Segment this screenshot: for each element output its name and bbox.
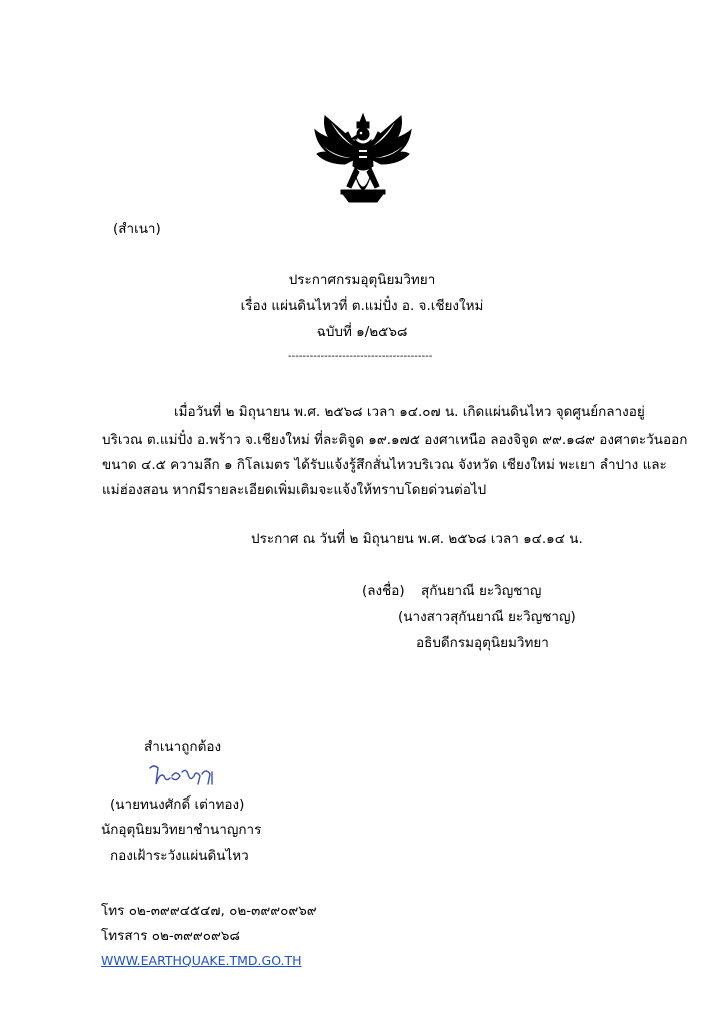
certified-copy-label: สำเนาถูกต้อง — [144, 739, 222, 755]
certifier-name: (นายทนงศักดิ์ เต่าทอง) — [110, 797, 245, 813]
announcement-date: ประกาศ ณ วันที่ ๒ มิถุนายน พ.ศ. ๒๕๖๘ เวลา ๑๔.๑๔ น. — [251, 531, 583, 547]
issue-number: ฉบับที่ ๑/๒๕๖๘ — [316, 324, 408, 340]
website-link[interactable]: WWW.EARTHQUAKE.TMD.GO.TH — [101, 953, 302, 968]
copy-label: (สำเนา) — [113, 221, 161, 237]
body-line-2: บริเวณ ต.แม่ปั๋ง อ.พร้าว จ.เชียงใหม่ ที่ละติจูด ๑๙.๑๗๕ องศาเหนือ ลองจิจูด ๙๙.๑๘๙ องศาตะวันออก — [102, 432, 688, 448]
phone-number: โทร ๐๒-๓๙๙๔๕๔๗, ๐๒-๓๙๙๐๙๖๙ — [101, 903, 317, 919]
handwritten-signature — [146, 762, 218, 788]
divider-line: ---------------------------------------- — [288, 351, 433, 362]
signatory-position: อธิบดีกรมอุตุนิยมวิทยา — [416, 635, 549, 651]
body-line-1: เมื่อวันที่ ๒ มิถุนายน พ.ศ. ๒๕๖๘ เวลา ๑๔.๐๗ น. เกิดแผ่นดินไหว จุดศูนย์กลางอยู่ — [174, 404, 645, 420]
signed-name: สุกันยาณี ยะวิญชาญ — [421, 583, 542, 599]
fax-number: โทรสาร ๐๒-๓๙๙๐๙๖๘ — [101, 928, 240, 944]
body-line-4: แม่ฮ่องสอน หากมีรายละเอียดเพิ่มเติมจะแจ้งให้ทราบโดยด่วนต่อไป — [102, 482, 487, 498]
sign-label: (ลงชื่อ) — [362, 583, 405, 599]
announcement-subject: เรื่อง แผ่นดินไหวที่ ต.แม่ปั๋ง อ. จ.เชียงใหม่ — [240, 298, 484, 314]
certifier-position: นักอุตุนิยมวิทยาชำนาญการ — [101, 822, 262, 838]
certifier-division: กองเฝ้าระวังแผ่นดินไหว — [110, 848, 249, 864]
announcement-title: ประกาศกรมอุตุนิยมวิทยา — [288, 272, 436, 288]
signatory-full-name: (นางสาวสุกันยาณี ยะวิญชาญ) — [398, 609, 576, 625]
body-line-3: ขนาด ๔.๕ ความลึก ๑ กิโลเมตร ได้รับแจ้งรู้สึกสั่นไหวบริเวณ จังหวัด เชียงใหม่ พะเยา ลำปาง และ — [102, 457, 667, 473]
garuda-emblem-icon — [311, 108, 415, 208]
